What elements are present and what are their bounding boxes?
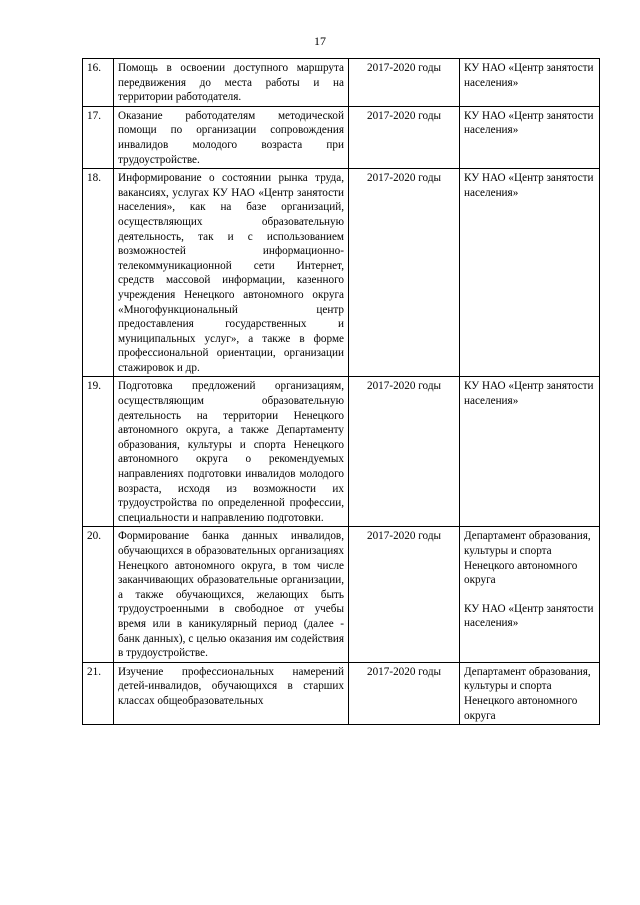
row-description: Подготовка предложений организациям, осуществляющим образовательную деятельность на территории Ненецкого автономного округа, а также Департаменту образования, культуры и спорта Ненецкого автономного округа о рекомендуемых направлениях подготовки инвалидов молодого возраста, исходя из возможности их трудоустройства по определенной профессии, специальности и направлению подготовки. <box>114 377 349 527</box>
responsible-entity: КУ НАО «Центр занятости населения» <box>464 109 594 137</box>
row-number: 21. <box>83 662 114 724</box>
row-number: 18. <box>83 169 114 377</box>
row-description: Изучение профессиональных намерений детей-инвалидов, обучающихся в старших классах общеобразовательных <box>114 662 349 724</box>
responsible-entity: КУ НАО «Центр занятости населения» <box>464 172 594 199</box>
responsible-entity: Департамент образования, культуры и спорта Ненецкого автономного округа <box>464 665 591 722</box>
row-number: 19. <box>83 377 114 527</box>
row-period: 2017-2020 годы <box>349 106 460 168</box>
table-row <box>83 106 600 168</box>
table-row <box>83 169 600 377</box>
row-responsible <box>460 106 600 168</box>
row-period: 2017-2020 годы <box>349 169 460 377</box>
responsible-entity: КУ НАО «Центр занятости населения» <box>464 62 594 89</box>
table-row <box>83 377 600 527</box>
row-number: 17. <box>83 106 114 168</box>
row-number: 20. <box>83 527 114 662</box>
table-row <box>83 662 600 724</box>
responsible-entity: Департамент образования, культуры и спорта Ненецкого автономного округа <box>464 530 591 587</box>
measures-table <box>82 58 600 725</box>
row-number: 16. <box>83 59 114 107</box>
row-description: Информирование о состоянии рынка труда, вакансиях, услугах КУ НАО «Центр занятости населения», как на базе организаций, осуществляющих образовательную деятельность, так и с использованием возможностей информационно-телекоммуникационной сети Интернет, средств массовой информации, казенного учреждения Ненецкого автономного округа «Многофункциональный центр предоставления государственных и муниципальных услуг», а также в форме профессиональной ориентации, организации стажировок и др. <box>114 169 349 377</box>
row-description: Оказание работодателям методической помощи по организации сопровождения инвалидов молодого возраста при трудоустройстве. <box>114 106 349 168</box>
row-responsible <box>460 662 600 724</box>
row-responsible <box>460 59 600 107</box>
row-description: Формирование банка данных инвалидов, обучающихся в образовательных организациях Ненецкого автономного округа, в том числе заканчивающих образовательные организации, а также обучающихся, желающих быть трудоустроенными в свободное от учебы время или в каникулярный период (далее - банк данных), с целью оказания им содействия в трудоустройстве. <box>114 527 349 662</box>
row-description: Помощь в освоении доступного маршрута передвижения до места работы и на территории работодателя. <box>114 59 349 107</box>
table-row <box>83 527 600 662</box>
row-period: 2017-2020 годы <box>349 377 460 527</box>
responsible-entity: КУ НАО «Центр занятости населения» <box>464 380 594 408</box>
row-responsible <box>460 169 600 377</box>
row-responsible <box>460 527 600 662</box>
row-responsible <box>460 377 600 527</box>
row-period: 2017-2020 годы <box>349 59 460 107</box>
page-number: 17 <box>314 34 326 48</box>
table-row <box>83 59 600 107</box>
row-period: 2017-2020 годы <box>349 527 460 662</box>
spacer <box>464 588 595 602</box>
responsible-entity: КУ НАО «Центр занятости населения» <box>464 602 594 630</box>
row-period: 2017-2020 годы <box>349 662 460 724</box>
